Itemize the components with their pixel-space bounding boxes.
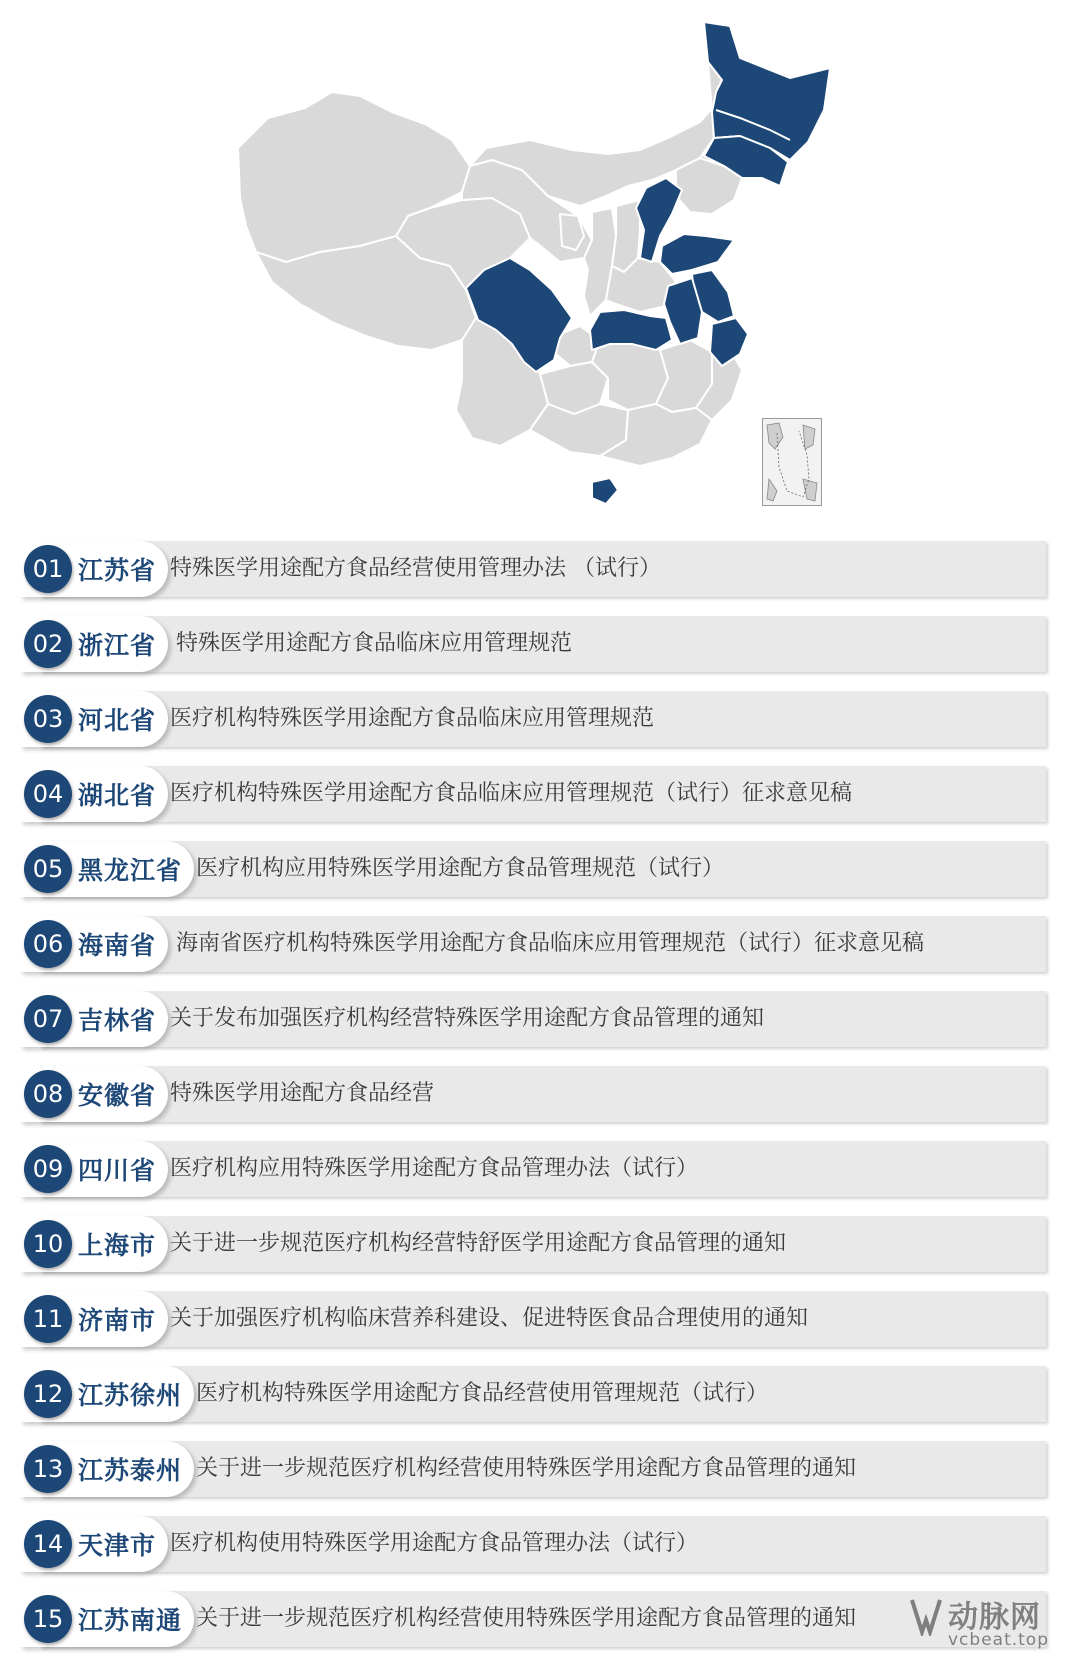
policy-title: 特殊医学用途配方食品经营 <box>170 1081 435 1106</box>
province-label: 湖北省 <box>78 781 157 810</box>
row-tab <box>20 541 168 597</box>
policy-title: 特殊医学用途配方食品临床应用管理规范 <box>176 631 573 656</box>
number-badge: 07 <box>24 995 72 1043</box>
policy-title: 医疗机构特殊医学用途配方食品经营使用管理规范（试行） <box>196 1381 769 1406</box>
province-label: 济南市 <box>78 1306 157 1335</box>
policy-title: 医疗机构特殊医学用途配方食品临床应用管理规范（试行）征求意见稿 <box>170 781 853 806</box>
list-item <box>20 1516 1046 1572</box>
list-item <box>20 691 1046 747</box>
list-item <box>20 1216 1046 1272</box>
region-hubei <box>590 310 672 350</box>
region-zhejiang <box>710 318 748 366</box>
province-label: 河北省 <box>78 706 157 735</box>
row-tab <box>20 616 168 672</box>
province-label: 江苏徐州 <box>78 1381 183 1410</box>
watermark <box>908 1592 1058 1654</box>
policy-title: 医疗机构应用特殊医学用途配方食品管理规范（试行） <box>196 856 725 881</box>
list-item <box>20 766 1046 822</box>
row-tab <box>20 841 194 897</box>
row-tab <box>20 1516 168 1572</box>
province-label: 安徽省 <box>78 1081 157 1110</box>
vcbeat-logo-icon <box>908 1596 944 1636</box>
china-map <box>0 0 1070 520</box>
list-item <box>20 541 1046 597</box>
number-badge: 08 <box>24 1070 72 1118</box>
region-hainan <box>592 478 618 504</box>
number-badge: 10 <box>24 1220 72 1268</box>
province-label: 上海市 <box>78 1231 157 1260</box>
row-tab <box>20 1141 168 1197</box>
watermark-cn: 动脉网 <box>948 1600 1041 1635</box>
region-shandong <box>660 234 734 274</box>
province-label: 江苏省 <box>78 556 157 585</box>
number-badge: 06 <box>24 920 72 968</box>
policy-title: 关于进一步规范医疗机构经营使用特殊医学用途配方食品管理的通知 <box>196 1456 857 1481</box>
list-item <box>20 1591 1046 1647</box>
policy-title: 关于加强医疗机构临床营养科建设、促进特医食品合理使用的通知 <box>170 1306 809 1331</box>
row-tab <box>20 1066 168 1122</box>
row-tab <box>20 691 168 747</box>
province-label: 海南省 <box>78 931 157 960</box>
list-item <box>20 1441 1046 1497</box>
province-label: 天津市 <box>78 1531 157 1560</box>
list-item <box>20 616 1046 672</box>
row-tab <box>20 1291 168 1347</box>
number-badge: 14 <box>24 1520 72 1568</box>
number-badge: 13 <box>24 1445 72 1493</box>
province-label: 黑龙江省 <box>78 856 183 885</box>
list-item <box>20 841 1046 897</box>
row-tab <box>20 766 168 822</box>
province-label: 江苏泰州 <box>78 1456 183 1485</box>
number-badge: 09 <box>24 1145 72 1193</box>
policy-title: 海南省医疗机构特殊医学用途配方食品临床应用管理规范（试行）征求意见稿 <box>176 931 925 956</box>
policy-title: 关于进一步规范医疗机构经营使用特殊医学用途配方食品管理的通知 <box>196 1606 857 1631</box>
province-label: 浙江省 <box>78 631 157 660</box>
row-tab <box>20 1591 194 1647</box>
number-badge: 02 <box>24 620 72 668</box>
policy-title: 医疗机构特殊医学用途配方食品临床应用管理规范 <box>170 706 655 731</box>
row-tab <box>20 991 168 1047</box>
south-china-sea-inset <box>762 418 822 506</box>
number-badge: 05 <box>24 845 72 893</box>
list-item <box>20 1366 1046 1422</box>
policy-list <box>20 541 1046 1666</box>
list-item <box>20 916 1046 972</box>
number-badge: 03 <box>24 695 72 743</box>
list-item <box>20 1291 1046 1347</box>
policy-title: 关于发布加强医疗机构经营特殊医学用途配方食品管理的通知 <box>170 1006 765 1031</box>
number-badge: 11 <box>24 1295 72 1343</box>
province-label: 吉林省 <box>78 1006 157 1035</box>
number-badge: 12 <box>24 1370 72 1418</box>
list-item <box>20 991 1046 1047</box>
policy-title: 医疗机构使用特殊医学用途配方食品管理办法（试行） <box>170 1531 699 1556</box>
watermark-en: vcbeat.top <box>948 1630 1050 1650</box>
policy-title: 特殊医学用途配方食品经营使用管理办法 （试行） <box>170 556 661 581</box>
list-item <box>20 1141 1046 1197</box>
policy-title: 医疗机构应用特殊医学用途配方食品管理办法（试行） <box>170 1156 699 1181</box>
china-map-svg <box>0 0 1070 520</box>
number-badge: 15 <box>24 1595 72 1643</box>
number-badge: 01 <box>24 545 72 593</box>
policy-title: 关于进一步规范医疗机构经营特舒医学用途配方食品管理的通知 <box>170 1231 787 1256</box>
list-item <box>20 1066 1046 1122</box>
row-tab <box>20 1216 168 1272</box>
province-label: 四川省 <box>78 1156 157 1185</box>
province-label: 江苏南通 <box>78 1606 183 1635</box>
row-tab <box>20 916 168 972</box>
number-badge: 04 <box>24 770 72 818</box>
row-tab <box>20 1366 194 1422</box>
row-tab <box>20 1441 194 1497</box>
